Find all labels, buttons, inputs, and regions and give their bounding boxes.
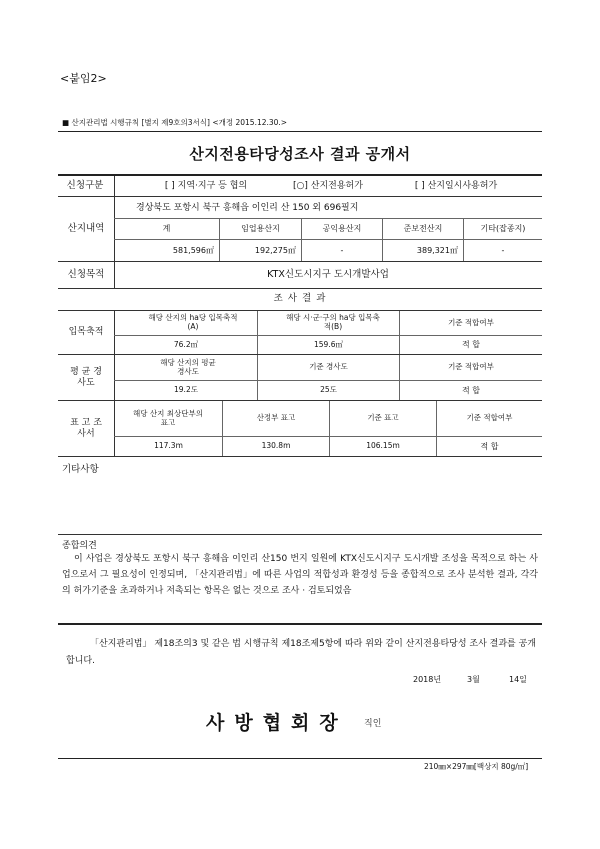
elevation-value-ridge: 130.8m	[261, 441, 291, 451]
slope-header-site: 해당 산지의 평균경사도	[160, 357, 216, 376]
opinion-bottom-border	[58, 623, 542, 625]
elevation-header-ridge: 산정부 표고	[256, 413, 296, 423]
purpose-value: KTX신도시지구 도시개발사업	[267, 268, 389, 280]
slope-label: 평 균 경사도	[70, 367, 102, 388]
stock-header-site: 해당 산지의 ha당 입목축적(A)	[148, 313, 238, 331]
stock-value-compliance: 적 합	[462, 340, 480, 350]
attachment-label: <붙임2>	[60, 72, 107, 85]
area-value-total: 581,596㎡	[172, 245, 214, 255]
area-header-semi-conservation: 준보전산지	[403, 224, 443, 234]
regulation-reference: ■ 산지관리법 시행규칙 [별지 제9호의3서식] <개정 2015.12.30.>	[62, 118, 288, 127]
elevation-header-compliance: 기준 적합여부	[466, 413, 513, 423]
survey-results-header: 조 사 결 과	[273, 293, 327, 305]
elevation-label: 표 고 조사서	[70, 418, 102, 439]
area-value-public-use: -	[340, 245, 344, 255]
opinion-label: 종합의견	[62, 541, 97, 551]
slope-header-compliance: 기준 적합여부	[448, 362, 494, 372]
slope-value-standard: 25도	[320, 385, 337, 395]
elevation-value-standard: 106.15m	[366, 441, 400, 451]
date-day: 14일	[509, 675, 527, 684]
elevation-value-summit: 117.3m	[154, 441, 183, 451]
stock-value-region: 159.6㎥	[314, 339, 343, 349]
stock-value-site: 76.2㎥	[173, 339, 199, 349]
page-title: 산지전용타당성조사 결과 공개서	[189, 145, 411, 163]
application-option-temporary-use: [ ] 산지일시사용허가	[414, 180, 498, 191]
stock-header-compliance: 기준 적합여부	[448, 317, 494, 327]
area-value-other: -	[501, 245, 505, 255]
forest-address: 경상북도 포항시 북구 흥해읍 이인리 산 150 외 696필지	[136, 202, 359, 213]
area-header-other: 기타(잡종지)	[480, 224, 526, 234]
signer-name: 사방협회장	[206, 712, 348, 734]
area-header-total: 계	[162, 224, 171, 234]
disclosure-statement: 「산지관리법」 제18조의3 및 같은 법 시행규칙 제18조제5항에 따라 위와 같이 산지전용타당성 조사 결과를 공개합니다.	[66, 639, 537, 666]
application-option-forest-conversion: [○] 산지전용허가	[293, 180, 363, 191]
elevation-value-compliance: 적 합	[480, 441, 499, 451]
elevation-header-summit: 해당 산지 최상단부의 표고	[133, 408, 203, 427]
application-option-zone-consultation: [ ] 지역·지구 등 협의	[164, 180, 248, 191]
purpose-label: 신청목적	[67, 268, 105, 280]
paper-spec: 210㎜×297㎜[백상지 80g/㎡]	[424, 762, 529, 771]
slope-value-compliance: 적 합	[462, 385, 480, 395]
slope-value-site: 19.2도	[174, 385, 198, 395]
bottom-rule	[58, 758, 542, 759]
stock-header-region: 해당 시·군·구의 ha당 입목축적(B)	[286, 313, 380, 331]
top-rule	[58, 131, 542, 132]
date-year: 2018년	[413, 675, 442, 684]
area-header-forestry: 임업용산지	[241, 224, 280, 234]
application-type-label: 신청구분	[66, 179, 104, 191]
area-header-public-use: 공익용산지	[322, 224, 362, 234]
stock-label: 입목축적	[68, 327, 104, 338]
other-notes-label: 기타사항	[62, 464, 99, 475]
seal-label: 직인	[364, 719, 382, 729]
elevation-header-standard: 기준 표고	[367, 413, 399, 423]
date-month: 3월	[467, 675, 480, 684]
forest-details-label: 산지내역	[67, 222, 105, 234]
area-value-forestry: 192,275㎡	[254, 245, 296, 255]
slope-header-standard: 기준 경사도	[309, 362, 348, 372]
area-value-semi-conservation: 389,321㎡	[416, 245, 458, 255]
opinion-text: 이 사업은 경상북도 포항시 북구 흥해읍 이인리 산150 번지 일원에 KTX신도시지구 도시개발 조성을 목적으로 하는 사업으로서 그 필요성이 인정되며, 「산지관리법」에 따른 사업의 적합성과 환경성 등을 종합적으로 조사 분석한 결과, 각각의 허가기준을 초과하거나 저촉되는 항목은 없는 것으로 조사 · 검토되었음	[62, 554, 538, 596]
